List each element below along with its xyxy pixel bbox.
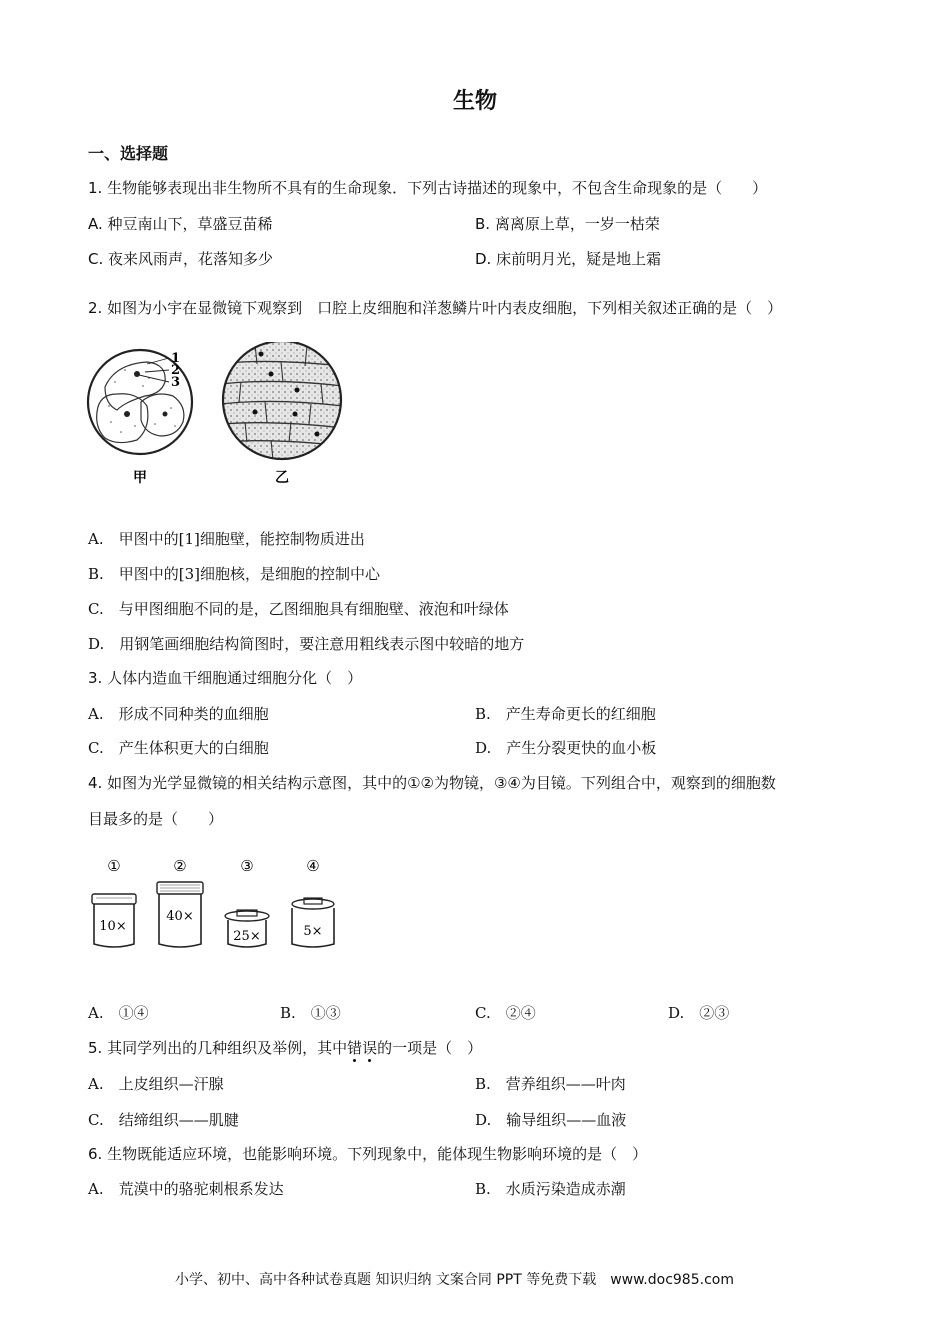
- question-3-stem: 3. 人体内造血干细胞通过细胞分化（ ）: [88, 669, 363, 687]
- magnification-10x: 10×: [99, 919, 127, 934]
- question-1-option-c: C. 夜来风雨声，花落知多少: [88, 250, 274, 268]
- objective-lens-40x: [157, 882, 203, 947]
- question-1-option-b: B. 离离原上草，一岁一枯荣: [475, 215, 660, 233]
- question-4-option-d: D. ②③: [668, 1004, 730, 1022]
- question-4-option-b: B. ①③: [280, 1004, 341, 1022]
- question-1-option-a: A. 种豆南山下，草盛豆苗稀: [88, 215, 273, 233]
- question-2-option-b: B. 甲图中的[3]细胞核，是细胞的控制中心: [88, 565, 381, 583]
- question-4-option-c: C. ②④: [475, 1004, 536, 1022]
- question-4-stem-line-2: 目最多的是（ ）: [88, 810, 224, 828]
- lens-number-4: ④: [306, 857, 320, 875]
- question-5-stem-post: 的一项是（ ）: [377, 1039, 483, 1057]
- label-2: 2: [171, 363, 181, 378]
- question-5-option-c: C. 结缔组织——肌腱: [88, 1111, 239, 1129]
- question-1-option-d: D. 床前明月光，疑是地上霜: [475, 250, 662, 268]
- question-2-stem: 2. 如图为小宇在显微镜下观察到 口腔上皮细胞和洋葱鳞片叶内表皮细胞，下列相关叙述正确的是（ ）: [88, 299, 783, 317]
- question-6-option-b: B. 水质污染造成赤潮: [475, 1180, 626, 1198]
- section-heading: 一、选择题: [88, 144, 169, 163]
- magnification-25x: 25×: [233, 929, 261, 944]
- question-1-stem: 1. 生物能够表现出非生物所不具有的生命现象．下列古诗描述的现象中，不包含生命现象的是（ ）: [88, 179, 768, 197]
- question-6-stem: 6. 生物既能适应环境，也能影响环境。下列现象中，能体现生物影响环境的是（ ）: [88, 1145, 648, 1163]
- question-5-emphasis-2: 误: [362, 1039, 378, 1057]
- lens-number-2: ②: [173, 857, 187, 875]
- question-4-option-a: A. ①④: [88, 1004, 149, 1022]
- objective-lens-10x: [92, 894, 136, 947]
- onion-cell-figure: [221, 342, 343, 486]
- question-2-option-a: A. 甲图中的[1]细胞壁，能控制物质进出: [88, 530, 365, 548]
- question-2-option-d: D. 用钢笔画细胞结构简图时，要注意用粗线表示图中较暗的地方: [88, 635, 525, 653]
- magnification-40x: 40×: [166, 909, 194, 924]
- magnification-5x: 5×: [303, 924, 323, 939]
- question-3-option-b: B. 产生寿命更长的红细胞: [475, 705, 656, 723]
- lens-number-3: ③: [240, 857, 254, 875]
- label-1: 1: [171, 351, 181, 366]
- cheek-cell-figure: [88, 350, 192, 486]
- question-3-option-a: A. 形成不同种类的血细胞: [88, 705, 269, 723]
- question-5-option-b: B. 营养组织——叶肉: [475, 1075, 626, 1093]
- question-4-stem-line-1: 4. 如图为光学显微镜的相关结构示意图，其中的①②为物镜，③④为目镜。下列组合中，观察到的细胞数: [88, 774, 776, 792]
- question-5-option-d: D. 输导组织——血液: [475, 1111, 627, 1129]
- lens-figure: [82, 852, 352, 956]
- question-5-option-a: A. 上皮组织—汗腺: [88, 1075, 224, 1093]
- question-3-option-d: D. 产生分裂更快的血小板: [475, 739, 657, 757]
- eyepiece-5x: [292, 898, 334, 947]
- caption-jia: 甲: [133, 470, 147, 486]
- caption-yi: 乙: [275, 470, 289, 486]
- question-3-option-c: C. 产生体积更大的白细胞: [88, 739, 269, 757]
- page-title: 生物: [452, 89, 497, 114]
- question-2-option-c: C. 与甲图细胞不同的是，乙图细胞具有细胞壁、液泡和叶绿体: [88, 600, 509, 618]
- lens-number-1: ①: [107, 857, 121, 875]
- label-3: 3: [171, 375, 181, 390]
- question-5-stem: [88, 1037, 482, 1058]
- cell-figure: [85, 342, 345, 492]
- question-6-option-a: A. 荒漠中的骆驼刺根系发达: [88, 1180, 284, 1198]
- eyepiece-25x: [225, 910, 269, 947]
- question-5-stem-pre: 5. 其同学列出的几种组织及举例，其中: [88, 1039, 348, 1057]
- question-5-emphasis-1: 错: [347, 1039, 363, 1057]
- footer-watermark: 小学、初中、高中各种试卷真题 知识归纳 文案合同 PPT 等免费下载 www.doc985.com: [175, 1272, 734, 1288]
